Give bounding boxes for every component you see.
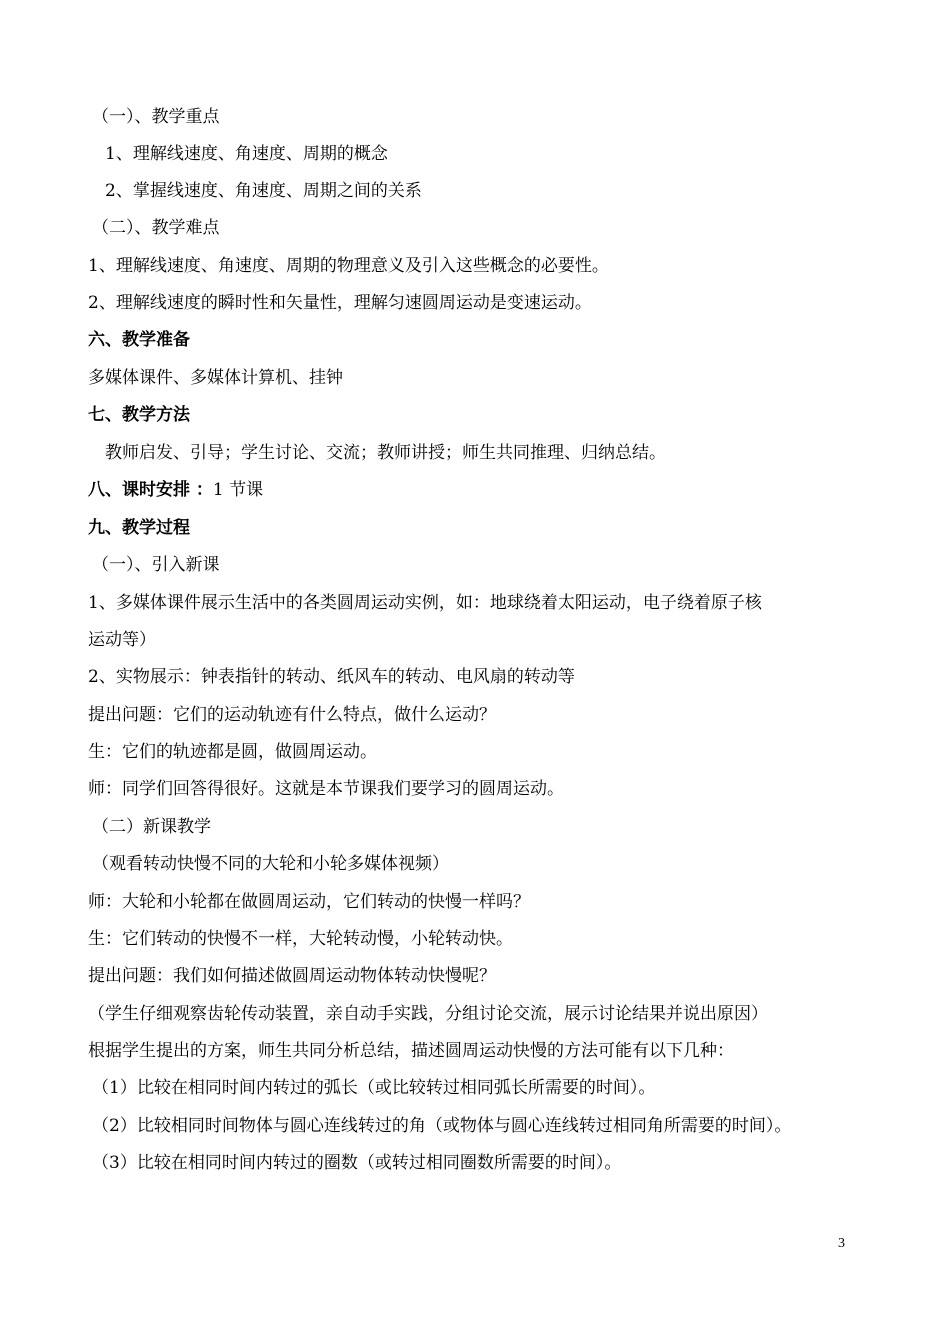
paragraph: 师：大轮和小轮都在做圆周运动，它们转动的快慢一样吗？ <box>88 892 530 912</box>
subheading-intro: （一）、引入新课 <box>92 555 220 575</box>
subheading-teaching-difficulty: （二）、教学难点 <box>92 218 220 238</box>
paragraph: 生：它们转动的快慢不一样，大轮转动慢，小轮转动快。 <box>88 929 513 949</box>
paragraph: 运动等） <box>88 630 156 650</box>
list-item: （1）比较在相同时间内转过的弧长（或比较转过相同弧长所需要的时间）。 <box>92 1078 656 1098</box>
paragraph: 提出问题：我们如何描述做圆周运动物体转动快慢呢？ <box>88 966 496 986</box>
paragraph: 生：它们的轨迹都是圆，做圆周运动。 <box>88 742 377 762</box>
subheading-new-lesson: （二）新课教学 <box>92 817 211 837</box>
paragraph: （观看转动快慢不同的大轮和小轮多媒体视频） <box>92 854 449 874</box>
list-item: 2、掌握线速度、角速度、周期之间的关系 <box>105 181 422 201</box>
section-heading-method: 七、教学方法 <box>88 405 190 425</box>
paragraph: 根据学生提出的方案，师生共同分析总结，描述圆周运动快慢的方法可能有以下几种： <box>88 1041 734 1061</box>
schedule-value: 1 节课 <box>212 480 264 500</box>
paragraph: 1、多媒体课件展示生活中的各类圆周运动实例，如：地球绕着太阳运动，电子绕着原子核 <box>88 593 762 613</box>
paragraph: 师：同学们回答得很好。这就是本节课我们要学习的圆周运动。 <box>88 779 564 799</box>
page-number: 3 <box>838 1236 845 1251</box>
paragraph: 提出问题：它们的运动轨迹有什么特点，做什么运动？ <box>88 705 496 725</box>
paragraph: （学生仔细观察齿轮传动装置，亲自动手实践，分组讨论交流，展示讨论结果并说出原因） <box>88 1004 768 1024</box>
list-item: 1、理解线速度、角速度、周期的物理意义及引入这些概念的必要性。 <box>88 256 609 276</box>
section-heading-schedule <box>88 478 263 502</box>
section-heading-process: 九、教学过程 <box>88 518 190 538</box>
schedule-label: 八、课时安排 ： <box>88 480 213 500</box>
list-item: （2）比较相同时间物体与圆心连线转过的角（或物体与圆心连线转过相同角所需要的时间）。 <box>92 1116 792 1136</box>
paragraph: 多媒体课件、多媒体计算机、挂钟 <box>88 368 343 388</box>
list-item: （3）比较在相同时间内转过的圈数（或转过相同圈数所需要的时间）。 <box>92 1153 622 1173</box>
subheading-teaching-focus: （一）、教学重点 <box>92 107 220 127</box>
section-heading-preparation: 六、教学准备 <box>88 330 190 350</box>
list-item: 1、理解线速度、角速度、周期的概念 <box>105 144 388 164</box>
list-item: 2、理解线速度的瞬时性和矢量性，理解匀速圆周运动是变速运动。 <box>88 293 592 313</box>
paragraph: 2、实物展示：钟表指针的转动、纸风车的转动、电风扇的转动等 <box>88 667 575 687</box>
paragraph: 教师启发、引导；学生讨论、交流；教师讲授；师生共同推理、归纳总结。 <box>105 443 666 463</box>
